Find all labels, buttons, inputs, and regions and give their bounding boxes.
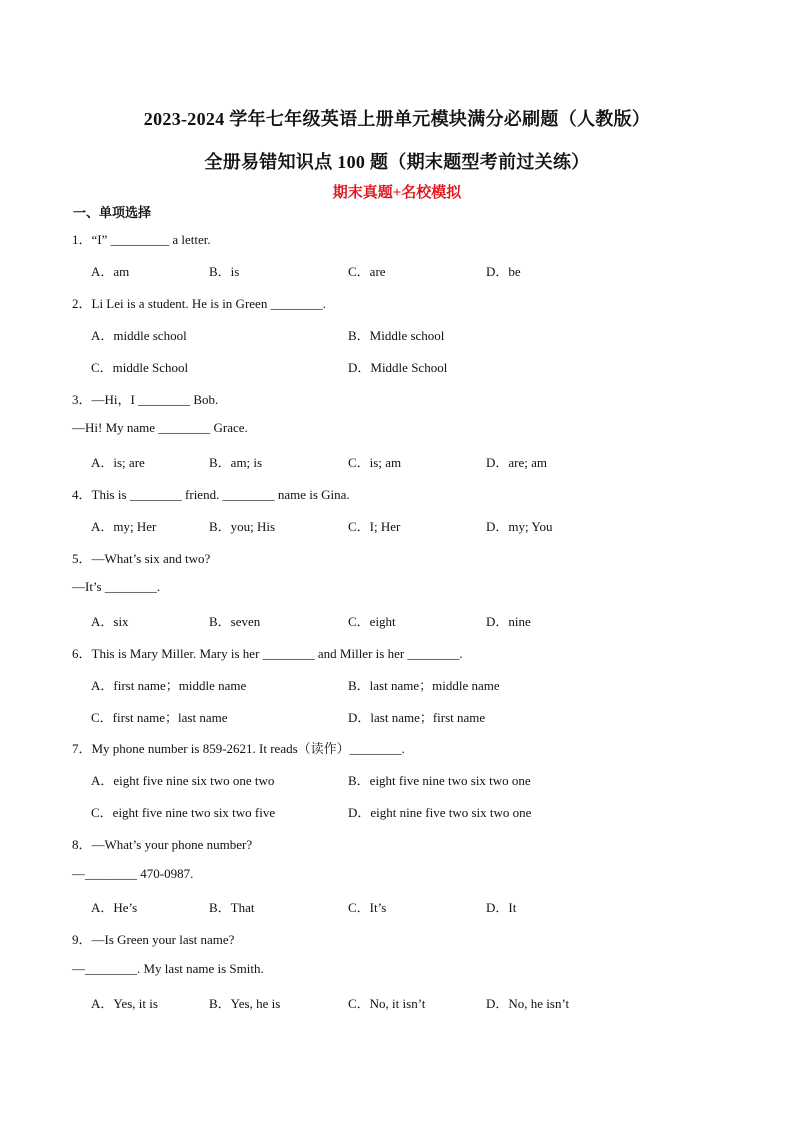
question-3-option-d: D．are; am <box>486 455 548 470</box>
question-6-option-b: B．last name；middle name <box>348 678 500 693</box>
question-9-option-c: C．No, it isn’t <box>348 996 426 1011</box>
question-6-option-a: A．first name；middle name <box>91 678 247 693</box>
question-8-option-d: D．It <box>486 900 517 915</box>
question-4-option-c: C．I; Her <box>348 519 401 534</box>
question-4-option-b: B．you; His <box>209 519 276 534</box>
question-7-option-a: A．eight five nine six two one two <box>91 773 275 788</box>
question-3-option-b: B．am; is <box>209 455 263 470</box>
question-3-stem-line2: —Hi! My name ________ Grace. <box>72 420 248 435</box>
question-4-option-d: D．my; You <box>486 519 553 534</box>
question-8-stem-line2: —________ 470-0987. <box>72 866 194 881</box>
question-6-stem: 6．This is Mary Miller. Mary is her ________ and Miller is her ________. <box>72 646 463 661</box>
question-8-option-c: C．It’s <box>348 900 387 915</box>
question-2-stem: 2．Li Lei is a student. He is in Green ________. <box>72 296 326 311</box>
question-7-option-c: C．eight five nine two six two five <box>91 805 276 820</box>
question-2-option-c: C．middle School <box>91 360 189 375</box>
question-8-stem: 8．—What’s your phone number? <box>72 837 253 852</box>
question-6-option-c: C．first name；last name <box>91 710 228 725</box>
question-3-option-a: A．is; are <box>91 455 145 470</box>
question-5-stem-line2: —It’s ________. <box>72 579 161 594</box>
section-heading: 一、单项选择 <box>73 205 152 220</box>
question-7-stem: 7．My phone number is 859-2621. It reads（读作）________. <box>72 741 405 756</box>
question-5-option-c: C．eight <box>348 614 396 629</box>
question-2-option-d: D．Middle School <box>348 360 448 375</box>
source-label: 期末真题+名校模拟 <box>332 185 462 201</box>
question-5-option-d: D．nine <box>486 614 531 629</box>
question-3-option-c: C．is; am <box>348 455 402 470</box>
question-8-option-a: A．He’s <box>91 900 138 915</box>
page-title: 2023-2024 学年七年级英语上册单元模块满分必刷题（人教版） <box>143 109 651 129</box>
question-9-stem: 9．—Is Green your last name? <box>72 932 235 947</box>
question-5-option-b: B．seven <box>209 614 261 629</box>
question-9-stem-line2: —________. My last name is Smith. <box>72 961 264 976</box>
question-3-stem: 3．—Hi，I ________ Bob. <box>72 392 219 407</box>
question-6-option-d: D．last name；first name <box>348 710 486 725</box>
question-9-option-d: D．No, he isn’t <box>486 996 570 1011</box>
question-1-option-d: D．be <box>486 264 521 279</box>
question-8-option-b: B．That <box>209 900 255 915</box>
question-1-option-b: B．is <box>209 264 240 279</box>
question-4-option-a: A．my; Her <box>91 519 157 534</box>
question-9-option-b: B．Yes, he is <box>209 996 281 1011</box>
question-2-option-a: A．middle school <box>91 328 187 343</box>
question-5-option-a: A．six <box>91 614 129 629</box>
question-9-option-a: A．Yes, it is <box>91 996 158 1011</box>
question-1-option-a: A．am <box>91 264 130 279</box>
question-1-option-c: C．are <box>348 264 386 279</box>
page-subtitle: 全册易错知识点 100 题（期末题型考前过关练） <box>204 152 590 172</box>
question-7-option-b: B．eight five nine two six two one <box>348 773 531 788</box>
question-2-option-b: B．Middle school <box>348 328 445 343</box>
question-1-stem: 1．“I” _________ a letter. <box>72 232 211 247</box>
question-7-option-d: D．eight nine five two six two one <box>348 805 532 820</box>
question-4-stem: 4．This is ________ friend. ________ name is Gina. <box>72 487 350 502</box>
question-5-stem: 5．—What’s six and two? <box>72 551 211 566</box>
